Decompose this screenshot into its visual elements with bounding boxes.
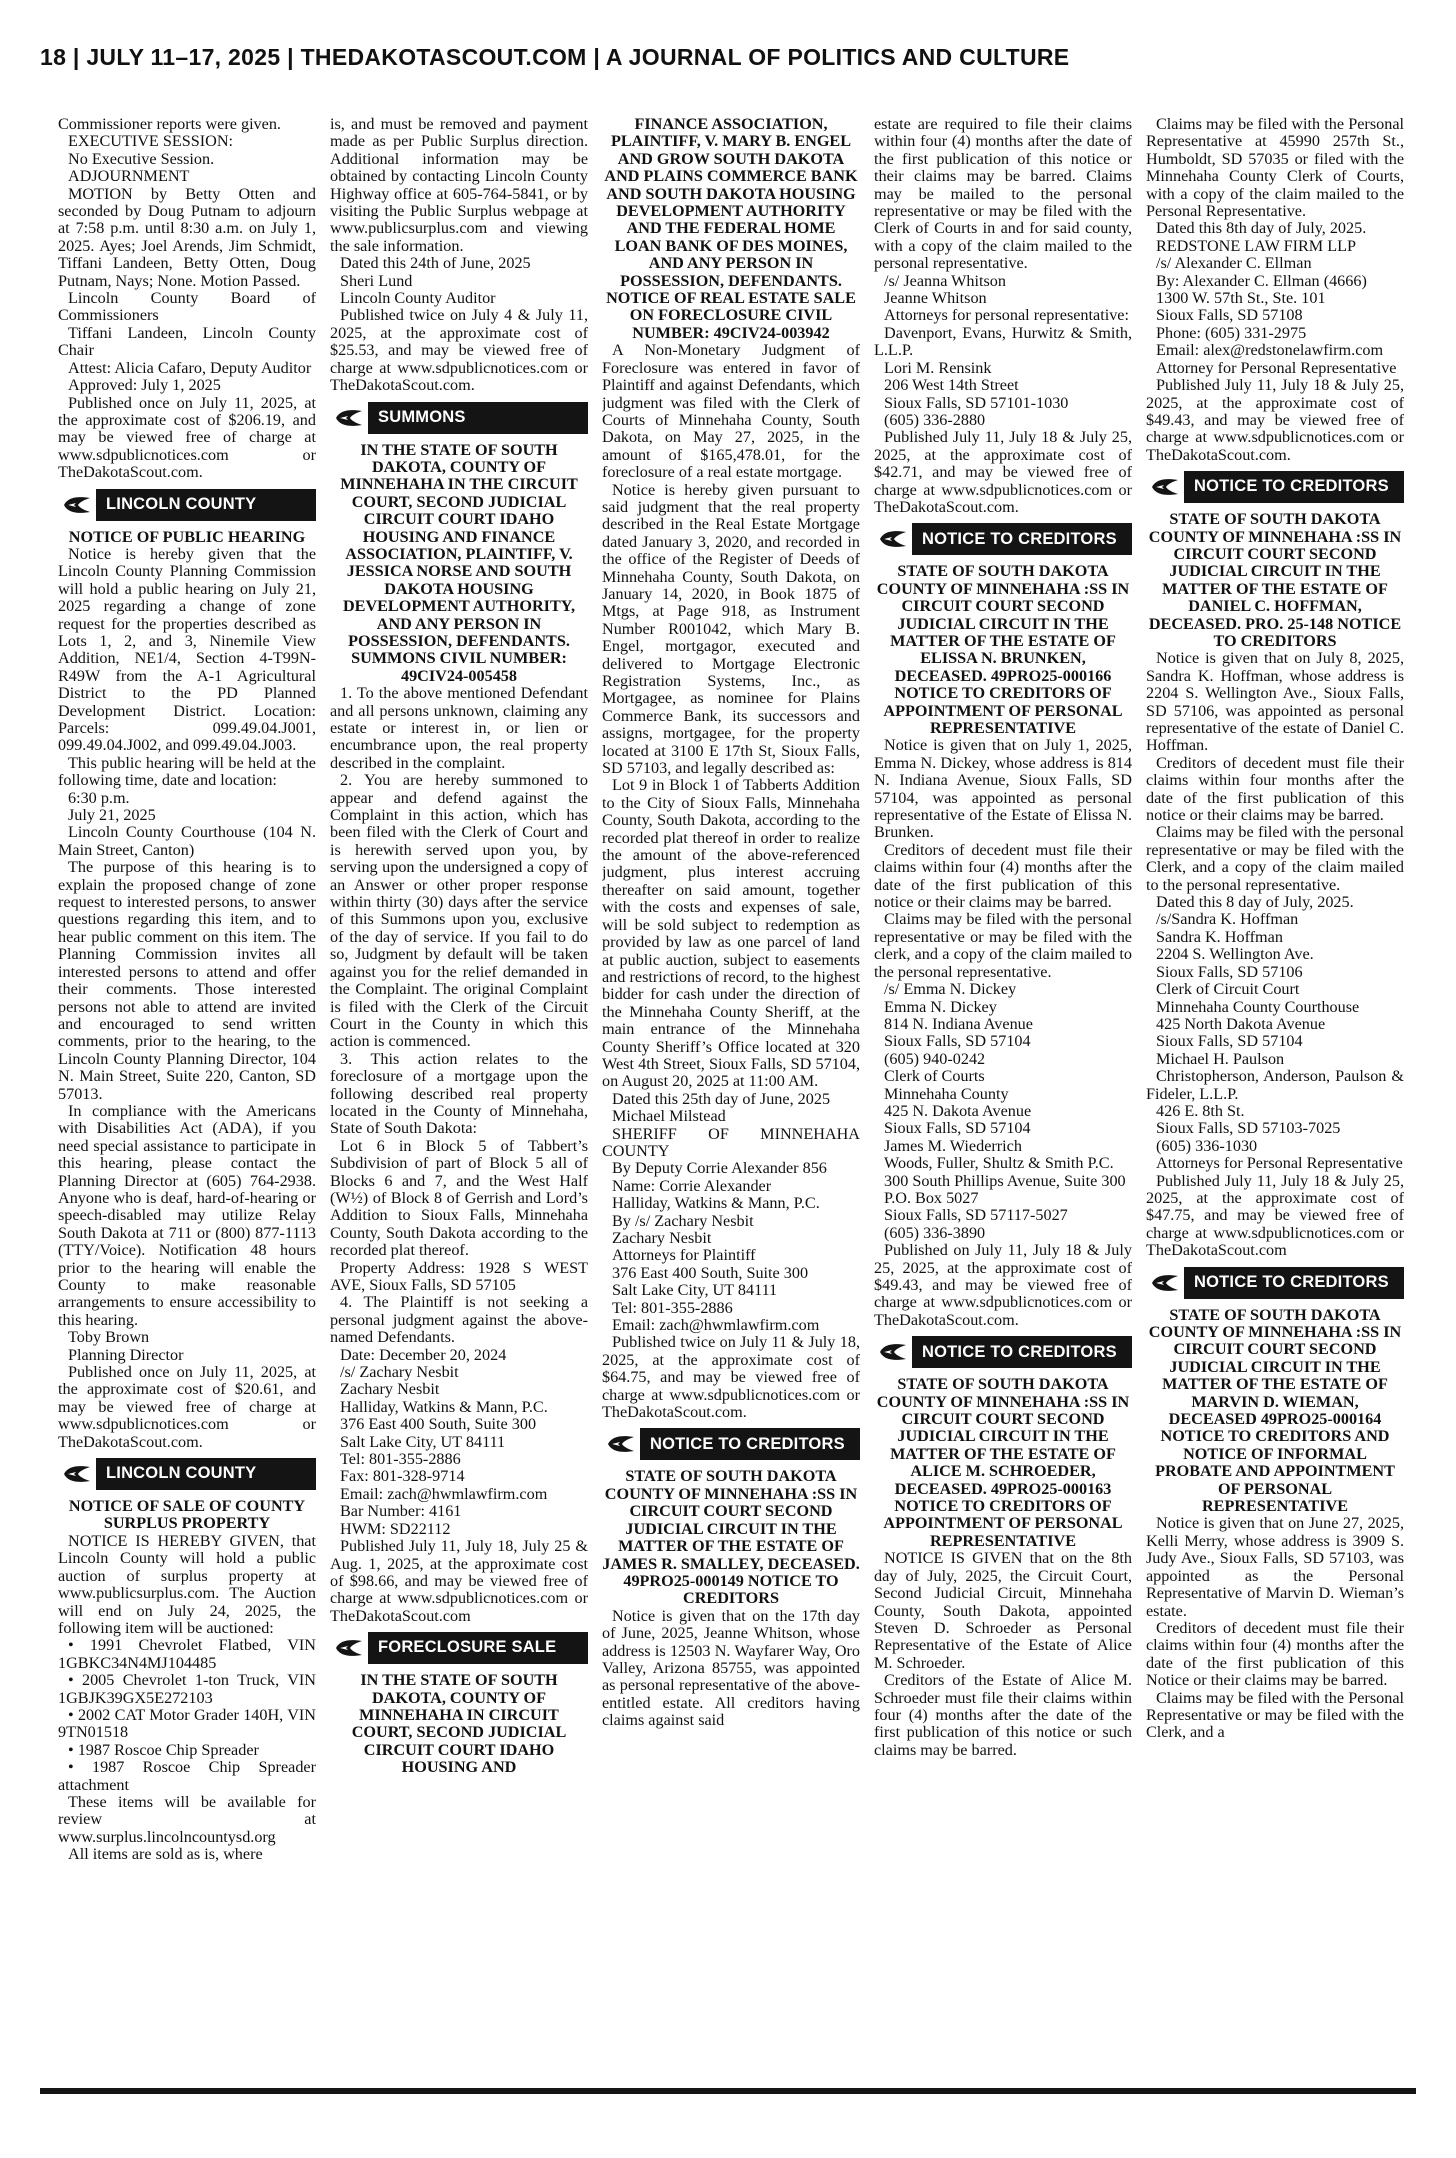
notice-paragraph: Emma N. Dickey [884, 997, 997, 1016]
scout-logo-icon [1146, 471, 1188, 503]
notice-paragraph: All items are sold as is, where [68, 1845, 263, 1864]
notice-paragraph: estate are required to file their claims within four (4) months after the date of the first publication of this notice or their claims may be barred. Claims may be mailed to the personal representative or may be filed with the Clerk of Courts in and for said county, with a copy of the claim mailed to the personal representative. [874, 116, 1132, 273]
notice-paragraph: Christopherson, Anderson, Paulson & Fideler, L.L.P. [1146, 1067, 1404, 1103]
section-banner-label: NOTICE TO CREDITORS [922, 529, 1117, 548]
notice-paragraph: Attorneys for Personal Representative [1156, 1154, 1403, 1173]
notice-paragraph: Commissioner reports were given. [58, 116, 281, 133]
notice-paragraph: 2. You are hereby summoned to appear and defend against the Complaint in this action, which has been filed with the Clerk of Court and is herewith served upon you, by serving upon the undersigned a copy of an Answer or other proper response within thirty (30) days after the service of this Summons upon you, exclusive of the day of service. If you fail to do so, Judgment by default will be taken against you for the relief demanded in the Complaint. The original Complaint is filed with the Clerk of the Circuit Court in the County in which this action is commenced. [330, 771, 588, 1051]
notice-paragraph: Lincoln County Board of Commissioners [58, 289, 316, 325]
section-banner-label: LINCOLN COUNTY [106, 494, 257, 513]
notice-paragraph: P.O. Box 5027 [884, 1188, 979, 1207]
notice-paragraph: In compliance with the Americans with Disabilities Act (ADA), if you need special assistance to participate in this hearing, please contact the Planning Director at (605) 764-2938. Anyone who is deaf, hard-of-hearing or speech-disabled may utilize Relay South Dakota at 711 or (800) 877-1113 (TTY/Voice). Notification 48 hours prior to the hearing will enable the County to make reasonable arrangements to ensure accessibility to this hearing. [58, 1101, 316, 1329]
notice-paragraph: Attest: Alicia Cafaro, Deputy Auditor [68, 358, 312, 377]
notice-heading: STATE OF SOUTH DAKOTA COUNTY OF MINNEHAHA :SS IN CIRCUIT COURT SECOND JUDICIAL CIRCUIT IN THE MATTER OF THE ESTATE OF JAMES R. SMALLEY, DECEASED. 49PRO25-000149 NOTICE TO CREDITORS [602, 1467, 860, 1608]
notice-paragraph: Zachary Nesbit [340, 1380, 440, 1399]
scout-logo-icon [330, 1632, 372, 1664]
issue-date: JULY 11–17, 2025 [86, 44, 281, 70]
notice-columns [58, 116, 1404, 2076]
notice-paragraph: 376 East 400 South, Suite 300 [340, 1415, 537, 1434]
page-header [40, 44, 1416, 78]
section-banner [874, 1336, 1132, 1368]
notice-paragraph: Published once on July 11, 2025, at the approximate cost of $20.61, and may be viewed free of charge at www.sdpublicnotices.com or TheDakotaScout.com. [58, 1363, 316, 1451]
notice-paragraph: 376 East 400 South, Suite 300 [612, 1263, 809, 1282]
notice-paragraph: This public hearing will be held at the following time, date and location: [58, 753, 316, 790]
notice-paragraph: Clerk of Circuit Court [1156, 980, 1300, 999]
notice-paragraph: Dated this 8th day of July, 2025. [1156, 219, 1367, 238]
notice-paragraph: Minnehaha County [884, 1084, 1009, 1103]
tagline: A JOURNAL OF POLITICS AND CULTURE [605, 44, 1070, 70]
notice-paragraph: Tel: 801-355-2886 [340, 1450, 461, 1469]
notice-paragraph: 206 West 14th Street [884, 376, 1019, 395]
notice-paragraph: is, and must be removed and payment made as per Public Surplus direction. Additional information may be obtained by contacting Lincoln County Highway office at 605-764-5841, or by visiting the Public Surplus webpage at www.publicsurplus.com and viewing the sale information. [330, 116, 588, 255]
notice-paragraph: SHERIFF OF MINNEHAHA COUNTY [602, 1124, 860, 1160]
notice-paragraph: Fax: 801-328-9714 [340, 1467, 465, 1486]
section-banner-label: NOTICE TO CREDITORS [922, 1342, 1117, 1361]
notice-paragraph: Dated this 8 day of July, 2025. [1156, 893, 1354, 912]
notice-paragraph: Toby Brown [68, 1328, 150, 1347]
notice-paragraph: Michael H. Paulson [1156, 1049, 1285, 1068]
scout-logo-icon [874, 1336, 916, 1368]
notice-paragraph: (605) 336-1030 [1156, 1136, 1258, 1155]
notice-paragraph: Sioux Falls, SD 57104 [1156, 1032, 1303, 1051]
notice-paragraph: ADJOURNMENT [68, 167, 190, 186]
notice-paragraph: 6:30 p.m. [68, 788, 130, 807]
notice-paragraph: MOTION by Betty Otten and seconded by Doug Putnam to adjourn at 7:58 p.m. until 8:30 a.m. on July 1, 2025. Ayes; Joel Arends, Jim Schmidt, Tiffani Landeen, Betty Otten, Doug Putnam, Nays; None. Motion Passed. [58, 184, 316, 290]
notice-paragraph: Notice is given that on July 8, 2025, Sandra K. Hoffman, whose address is 2204 S. Wellington Ave., Sioux Falls, SD 57106, was appointed as personal representative of the estate of Daniel C. Hoffman. [1146, 649, 1404, 755]
notice-paragraph: Claims may be filed with the Personal Representative or may be filed with the Clerk, and a [1146, 1688, 1404, 1742]
notice-paragraph: • 2002 CAT Motor Grader 140H, VIN 9TN01518 [58, 1705, 316, 1742]
scout-logo-icon [58, 489, 100, 521]
notice-paragraph: Sioux Falls, SD 57104 [884, 1032, 1031, 1051]
notice-paragraph: Tiffani Landeen, Lincoln County Chair [58, 323, 316, 360]
notice-paragraph: By: Alexander C. Ellman (4666) [1156, 271, 1367, 290]
column-2 [330, 116, 588, 2076]
section-banner [1146, 471, 1404, 503]
notice-paragraph: Halliday, Watkins & Mann, P.C. [612, 1194, 820, 1213]
notice-paragraph: Creditors of decedent must file their claims within four months after the date of the first publication of this notice or their claims may be barred. [1146, 753, 1404, 825]
notice-paragraph: James M. Wiederrich [884, 1136, 1022, 1155]
notice-heading: IN THE STATE OF SOUTH DAKOTA, COUNTY OF MINNEHAHA IN CIRCUIT COURT, SECOND JUDICIAL CIRCUIT COURT IDAHO HOUSING AND [351, 1671, 567, 1777]
notice-paragraph: July 21, 2025 [68, 806, 156, 825]
notice-paragraph: Date: December 20, 2024 [340, 1345, 507, 1364]
header-separator: | [72, 44, 87, 70]
column-5 [1146, 116, 1404, 2076]
notice-heading: STATE OF SOUTH DAKOTA COUNTY OF MINNEHAHA :SS IN CIRCUIT COURT SECOND JUDICIAL CIRCUIT IN THE MATTER OF THE ESTATE OF ELISSA N. BRUNKEN, DECEASED. 49PRO25-000166 NOTICE TO CREDITORS OF APPOINTMENT OF PERSONAL REPRESENTATIVE [876, 562, 1130, 737]
scout-logo-icon [1146, 1267, 1188, 1299]
notice-paragraph: Minnehaha County Courthouse [1156, 997, 1360, 1016]
scout-logo-icon [330, 402, 372, 434]
notice-paragraph: Jeanne Whitson [884, 289, 987, 308]
notice-paragraph: Notice is hereby given that the Lincoln County Planning Commission will hold a public hearing on July 21, 2025 regarding a change of zone request for the properties described as Lots 1, 2, and 3, Ninemile View Addition, NE1/4, Section 4-T99N-R49W from the A-1 Agricultural District to the PD Planned Development District. Location: Parcels: 099.49.04.J001, 099.49.04.J002, and 099.49.04.J003. [58, 544, 316, 755]
notice-paragraph: Sioux Falls, SD 57117-5027 [884, 1206, 1068, 1225]
section-banner-label: NOTICE TO CREDITORS [650, 1434, 845, 1453]
notice-paragraph: Email: zach@hwmlawfirm.com [612, 1316, 820, 1335]
notice-paragraph: Salt Lake City, UT 84111 [612, 1281, 778, 1300]
notice-paragraph: Sioux Falls, SD 57103-7025 [1156, 1119, 1341, 1138]
notice-paragraph: Phone: (605) 331-2975 [1156, 323, 1307, 342]
notice-paragraph: Clerk of Courts [884, 1067, 985, 1086]
section-banner [330, 1632, 588, 1664]
notice-paragraph: Attorney for Personal Representative [1156, 358, 1397, 377]
notice-paragraph: Property Address: 1928 S WEST AVE, Sioux Falls, SD 57105 [330, 1258, 588, 1294]
notice-paragraph: Sioux Falls, SD 57101-1030 [884, 393, 1069, 412]
notice-paragraph: 426 E. 8th St. [1156, 1101, 1245, 1120]
notice-paragraph: A Non-Monetary Judgment of Foreclosure was entered in favor of Plaintiff and against Defendants, which judgment was filed with the Clerk of Courts of Minnehaha County, South Dakota, on May 27, 2025, in the amount of $165,478.01, for the foreclosure of a real estate mortgage. [602, 341, 860, 482]
section-banner [1146, 1267, 1404, 1299]
notice-paragraph: (605) 336-2880 [884, 410, 986, 429]
notice-paragraph: By /s/ Zachary Nesbit [612, 1211, 754, 1230]
notice-paragraph: Halliday, Watkins & Mann, P.C. [340, 1397, 548, 1416]
notice-paragraph: Published July 11, July 18 & July 25, 2025, at the approximate cost of $42.71, and may be viewed free of charge at www.sdpublicnotices.com or TheDakotaScout.com. [874, 428, 1132, 516]
scout-logo-icon [602, 1428, 644, 1460]
notice-paragraph: • 2005 Chevrolet 1-ton Truck, VIN 1GBJK39GX5E272103 [58, 1671, 316, 1707]
notice-paragraph: Lincoln County Auditor [340, 289, 496, 308]
notice-paragraph: /s/ Emma N. Dickey [884, 980, 1017, 999]
notice-paragraph: Lincoln County Courthouse (104 N. Main Street, Canton) [58, 823, 316, 859]
notice-paragraph: Published twice on July 4 & July 11, 2025, at the approximate cost of $25.53, and may be viewed free of charge at www.sdpublicnotices.com or TheDakotaScout.com. [330, 306, 588, 395]
notice-paragraph: 1300 W. 57th St., Ste. 101 [1156, 289, 1326, 308]
notice-paragraph: No Executive Session. [68, 149, 215, 168]
column-1 [58, 116, 316, 2076]
notice-paragraph: Notice is given that on June 27, 2025, Kelli Merry, whose address is 3909 S. Judy Ave., Sioux Falls, SD 57103, was appointed as the Personal Representative of Marvin D. Wieman’s estate. [1146, 1514, 1404, 1620]
notice-paragraph: EXECUTIVE SESSION: [68, 132, 234, 151]
section-banner [874, 523, 1132, 555]
notice-paragraph: Attorneys for personal representative: [884, 306, 1129, 325]
notice-paragraph: The purpose of this hearing is to explain the proposed change of zone request to interested persons, to answer questions regarding this item, and to hear public comment on this item. The Planning Commission invites all interested persons to attend and offer their comments. Those interested persons not able to attend are invited and encouraged to send written comments, prior to the hearing, to the Lincoln County Planning Director, 104 N. Main Street, Suite 220, Canton, SD 57013. [58, 858, 316, 1103]
notice-paragraph: Claims may be filed with the Personal Representative at 45990 257th St., Humboldt, SD 57035 or filed with the Minnehaha County Clerk of Courts, with a copy of the claim mailed to the Personal Representative. [1146, 116, 1404, 221]
notice-heading: NOTICE OF SALE OF COUNTY SURPLUS PROPERTY [68, 1497, 306, 1533]
notice-paragraph: Notice is given that on July 1, 2025, Emma N. Dickey, whose address is 814 N. Indiana Avenue, Sioux Falls, SD 57104, was appointed as personal representative of the Estate of Elissa N. Brunken. [874, 736, 1132, 842]
notice-paragraph: By Deputy Corrie Alexander 856 [612, 1159, 827, 1178]
notice-paragraph: /s/ Alexander C. Ellman [1156, 254, 1312, 273]
notice-paragraph: Sheri Lund [340, 271, 413, 290]
notice-paragraph: • 1991 Chevrolet Flatbed, VIN 1GBKC34N4MJ104485 [58, 1636, 316, 1672]
notice-paragraph: NOTICE IS HEREBY GIVEN, that Lincoln County will hold a public auction of surplus property at www.publicsurplus.com. The Auction will end on July 24, 2025, the following item will be auctioned: [58, 1531, 316, 1637]
notice-paragraph: /s/ Jeanna Whitson [884, 271, 1006, 290]
notice-paragraph: Attorneys for Plaintiff [612, 1246, 756, 1265]
notice-heading: STATE OF SOUTH DAKOTA COUNTY OF MINNEHAHA :SS IN CIRCUIT COURT SECOND JUDICIAL CIRCUIT IN THE MATTER OF THE ESTATE OF DANIEL C. HOFFMAN, DECEASED. PRO. 25-148 NOTICE TO CREDITORS [1148, 510, 1402, 650]
notice-paragraph: • 1987 Roscoe Chip Spreader attachment [58, 1758, 316, 1794]
page-number: 18 [40, 44, 67, 70]
site-name: THEDAKOTASCOUT.COM [300, 44, 587, 70]
notice-paragraph: 1. To the above mentioned Defendant and all persons unknown, claiming any estate or interest in, or lien or encumbrance upon, the real property described in the complaint. [330, 684, 588, 772]
header-separator: | [593, 44, 606, 70]
notice-paragraph: • 1987 Roscoe Chip Spreader [68, 1740, 259, 1759]
section-banner [58, 1458, 316, 1490]
notice-heading: FINANCE ASSOCIATION, PLAINTIFF, V. MARY B. ENGEL AND GROW SOUTH DAKOTA AND PLAINS COMMERCE BANK AND SOUTH DAKOTA HOUSING DEVELOPMENT AUTHORITY AND THE FEDERAL HOME LOAN BANK OF DES MOINES, AND ANY PERSON IN POSSESSION, DEFENDANTS. NOTICE OF REAL ESTATE SALE ON FORECLOSURE CIVIL NUMBER: 49CIV24-003942 [604, 116, 858, 342]
notice-paragraph: Sioux Falls, SD 57106 [1156, 962, 1303, 981]
notice-paragraph: Sandra K. Hoffman [1156, 927, 1283, 946]
notice-paragraph: (605) 336-3890 [884, 1223, 986, 1242]
notice-paragraph: Approved: July 1, 2025 [68, 376, 221, 395]
section-banner-label: NOTICE TO CREDITORS [1194, 477, 1389, 496]
notice-paragraph: 425 North Dakota Avenue [1156, 1014, 1326, 1033]
notice-paragraph: 814 N. Indiana Avenue [884, 1014, 1033, 1033]
notice-paragraph: Tel: 801-355-2886 [612, 1298, 733, 1317]
notice-paragraph: Published July 11, July 18 & July 25, 2025, at the approximate cost of $49.43, and may be viewed free of charge at www.sdpublicnotices.com or TheDakotaScout.com. [1146, 376, 1404, 464]
notice-paragraph: Published on July 11, July 18 & July 25, 2025, at the approximate cost of $49.43, and may be viewed free of charge at www.sdpublicnotices.com or TheDakotaScout.com. [874, 1241, 1132, 1329]
notice-paragraph: Creditors of decedent must file their claims within four (4) months after the date of the first publication of this notice or their claims may be barred. [874, 840, 1132, 912]
notice-paragraph: Salt Lake City, UT 84111 [340, 1432, 506, 1451]
notice-heading: NOTICE OF PUBLIC HEARING [68, 527, 306, 546]
notice-paragraph: Lori M. Rensink [884, 358, 992, 377]
notice-paragraph: Email: zach@hwmlawfirm.com [340, 1484, 548, 1503]
notice-paragraph: Lot 6 in Block 5 of Tabbert’s Subdivision of part of Block 5 all of Blocks 6 and 7, and the West Half (W½) of Block 8 of Gerrish and Lord’s Addition to Sioux Falls, Minnehaha County, South Dakota according to the recorded plat thereof. [330, 1136, 588, 1260]
notice-paragraph: 2204 S. Wellington Ave. [1156, 945, 1314, 964]
notice-paragraph: Bar Number: 4161 [340, 1502, 462, 1521]
notice-paragraph: Published once on July 11, 2025, at the approximate cost of $206.19, and may be viewed free of charge at www.sdpublicnotices.com or TheDakotaScout.com. [58, 393, 316, 482]
bottom-rule [40, 2088, 1416, 2094]
notice-paragraph: These items will be available for review at www.surplus.lincolncountysd.org [58, 1792, 316, 1846]
notice-paragraph: Claims may be filed with the personal representative or may be filed with the clerk, and a copy of the claim mailed to the personal representative. [874, 910, 1132, 981]
notice-paragraph: Name: Corrie Alexander [612, 1176, 772, 1195]
section-banner [330, 402, 588, 434]
notice-paragraph: 4. The Plaintiff is not seeking a personal judgment against the above-named Defendants. [330, 1293, 588, 1347]
notice-paragraph: Email: alex@redstonelawfirm.com [1156, 341, 1384, 360]
notice-paragraph: Creditors of decedent must file their claims within four (4) months after the date of the first publication of this Notice or their claims may be barred. [1146, 1618, 1404, 1690]
notice-paragraph: Published July 11, July 18 & July 25, 2025, at the approximate cost of $47.75, and may be viewed free of charge at www.sdpublicnotices.com or TheDakotaScout.com [1146, 1171, 1404, 1260]
notice-heading: STATE OF SOUTH DAKOTA COUNTY OF MINNEHAHA :SS IN CIRCUIT COURT SECOND JUDICIAL CIRCUIT IN THE MATTER OF THE ESTATE OF ALICE M. SCHROEDER, DECEASED. 49PRO25-000163 NOTICE TO CREDITORS OF APPOINTMENT OF PERSONAL REPRESENTATIVE [876, 1375, 1130, 1550]
notice-paragraph: Dated this 24th of June, 2025 [340, 254, 531, 273]
notice-paragraph: 3. This action relates to the foreclosure of a mortgage upon the following described real property located in the County of Minnehaha, State of South Dakota: [330, 1049, 588, 1138]
notice-heading: IN THE STATE OF SOUTH DAKOTA, COUNTY OF MINNEHAHA IN THE CIRCUIT COURT, SECOND JUDICIAL CIRCUIT COURT IDAHO HOUSING AND FINANCE ASSOCIATION, PLAINTIFF, V. JESSICA NORSE AND SOUTH DAKOTA HOUSING DEVELOPMENT AUTHORITY, AND ANY PERSON IN POSSESSION, DEFENDANTS. SUMMONS CIVIL NUMBER: 49CIV24-005458 [340, 440, 578, 685]
notice-paragraph: Michael Milstead [612, 1107, 726, 1126]
notice-paragraph: Notice is hereby given pursuant to said judgment that the real property described in the Real Estate Mortgage dated January 3, 2020, and recorded in the office of the Register of Deeds of Minnehaha County, South Dakota, on January 14, 2020, in Book 1875 of Mtgs, at Page 918, as Instrument Number R001042, which Mary B. Engel, mortgagor, executed and delivered to Mortgage Electronic Registration Systems, Inc., as Mortgagee, as nominee for Plains Commerce Bank, its successors and assigns, mortgagee, for the property located at 3100 E 17th St, Sioux Falls, SD 57103, and legally described as: [602, 480, 860, 778]
section-banner [602, 1428, 860, 1460]
notice-paragraph: Creditors of the Estate of Alice M. Schroeder must file their claims within four (4) months after the date of the first publication of this notice or such claims may be barred. [874, 1671, 1132, 1759]
notice-paragraph: 425 N. Dakota Avenue [884, 1101, 1032, 1120]
section-banner-label: FORECLOSURE SALE [378, 1638, 557, 1657]
notice-paragraph: 300 South Phillips Avenue, Suite 300 [884, 1171, 1126, 1190]
notice-paragraph: NOTICE IS GIVEN that on the 8th day of July, 2025, the Circuit Court, Second Judicial Circuit, Minnehaha County, South Dakota, appointed Steven D. Schroeder as Personal Representative of the Estate of Alice M. Schroeder. [874, 1549, 1132, 1672]
notice-paragraph: Dated this 25th day of June, 2025 [612, 1089, 831, 1108]
notice-paragraph: /s/Sandra K. Hoffman [1156, 910, 1299, 929]
section-banner [58, 489, 316, 521]
column-4 [874, 116, 1132, 2076]
notice-paragraph: Notice is given that on the 17th day of June, 2025, Jeanne Whitson, whose address is 12503 N. Wayfarer Way, Oro Valley, Arizona 85755, was appointed as personal representative of the above-entitled estate. All creditors having claims against said [602, 1606, 860, 1730]
notice-paragraph: Zachary Nesbit [612, 1229, 712, 1247]
notice-paragraph: REDSTONE LAW FIRM LLP [1156, 236, 1357, 255]
section-banner-label: SUMMONS [378, 407, 466, 426]
notice-paragraph: HWM: SD22112 [340, 1519, 451, 1538]
notice-paragraph: Sioux Falls, SD 57108 [1156, 306, 1303, 325]
section-banner-label: LINCOLN COUNTY [106, 1464, 257, 1483]
notice-paragraph: Published twice on July 11 & July 18, 2025, at the approximate cost of $64.75, and may be viewed free of charge at www.sdpublicnotices.com or TheDakotaScout.com. [602, 1333, 860, 1422]
scout-logo-icon [58, 1458, 100, 1490]
notice-paragraph: Sioux Falls, SD 57104 [884, 1119, 1031, 1138]
notice-paragraph: Davenport, Evans, Hurwitz & Smith, L.L.P. [874, 323, 1132, 360]
section-banner-label: NOTICE TO CREDITORS [1194, 1272, 1389, 1291]
notice-paragraph: /s/ Zachary Nesbit [340, 1363, 459, 1382]
column-3 [602, 116, 860, 2076]
notice-heading: STATE OF SOUTH DAKOTA COUNTY OF MINNEHAHA :SS IN CIRCUIT COURT SECOND JUDICIAL CIRCUIT IN THE MATTER OF THE ESTATE OF MARVIN D. WIEMAN, DECEASED 49PRO25-000164 NOTICE TO CREDITORS AND NOTICE OF INFORMAL PROBATE AND APPOINTMENT OF PERSONAL REPRESENTATIVE [1148, 1305, 1402, 1516]
scout-logo-icon [874, 523, 916, 555]
notice-paragraph: Claims may be filed with the personal representative or may be filed with the Clerk, and a copy of the claim mailed to the personal representative. [1146, 823, 1404, 894]
notice-paragraph: Woods, Fuller, Shultz & Smith P.C. [884, 1154, 1114, 1173]
notice-paragraph: Planning Director [68, 1345, 184, 1364]
notice-paragraph: (605) 940-0242 [884, 1049, 986, 1068]
header-separator: | [287, 44, 301, 70]
notice-paragraph: Lot 9 in Block 1 of Tabberts Addition to the City of Sioux Falls, Minnehaha County, South Dakota, according to the recorded plat thereof in order to realize the amount of the above-referenced judgment, plus interest accruing thereafter on said amount, together with the costs and expenses of sale, will be sold subject to redemption as provided by law as one parcel of land at public auction, subject to easements and restrictions of record, to the highest bidder for cash under the direction of the Minnehaha County Sheriff, at the main entrance of the Minnehaha County Sheriff’s Office located at 320 West 4th Street, Sioux Falls, SD 57104, on August 20, 2025 at 11:00 AM. [602, 776, 860, 1091]
notice-paragraph: Published July 11, July 18, July 25 & Aug. 1, 2025, at the approximate cost of $98.66, and may be viewed free of charge at www.sdpublicnotices.com or TheDakotaScout.com [330, 1537, 588, 1625]
